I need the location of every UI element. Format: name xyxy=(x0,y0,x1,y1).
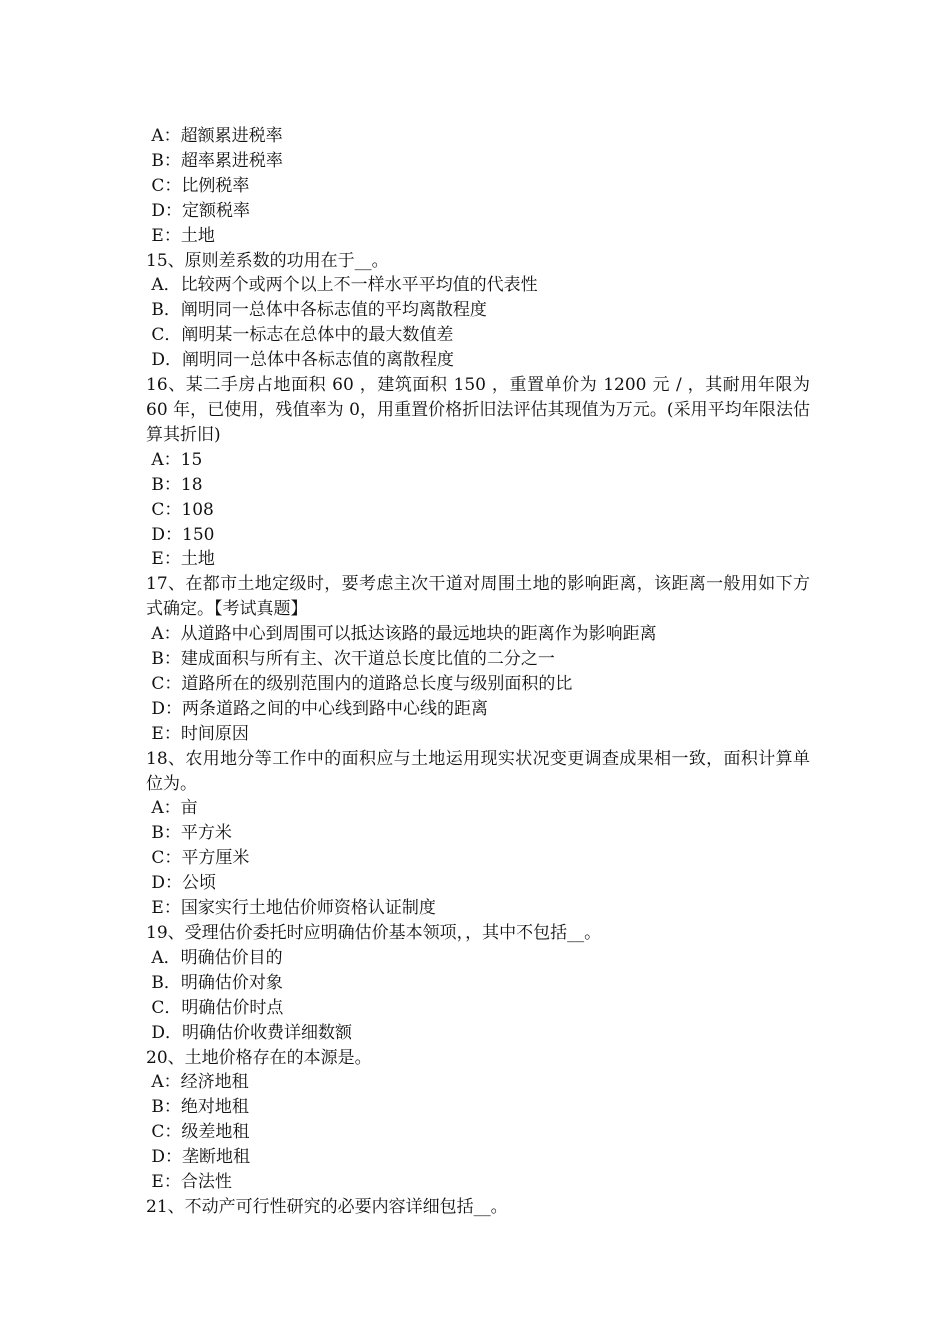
answer-option: D：两条道路之间的中心线到路中心线的距离 xyxy=(146,698,489,719)
answer-option: E：土地 xyxy=(146,549,215,570)
answer-option: C．明确估价时点 xyxy=(146,997,284,1018)
answer-option: A：从道路中心到周围可以抵达该路的最远地块的距离作为影响距离 xyxy=(146,624,657,645)
answer-option: B：建成面积与所有主、次干道总长度比值的二分之一 xyxy=(146,649,555,670)
answer-option: C：道路所在的级别范围内的道路总长度与级别面积的比 xyxy=(146,673,573,694)
question-text: 18、农用地分等工作中的面积应与土地运用现实状况变更调查成果相一致，面积计算单位为。 xyxy=(146,748,810,794)
answer-option: B：平方米 xyxy=(146,823,232,844)
answer-option: D．明确估价收费详细数额 xyxy=(146,1022,353,1043)
answer-option: A．比较两个或两个以上不一样水平平均值的代表性 xyxy=(146,275,538,296)
answer-option: A．明确估价目的 xyxy=(146,947,283,968)
answer-option: A：亩 xyxy=(146,798,198,819)
question-text: 16、某二手房占地面积 60 ，建筑面积 150 ，重置单价为 1200 元 / ，其耐用年限为 60 年，已使用，残值率为 0，用重置价格折旧法评估其现值为万元。(采用平均年限法估算其折旧) xyxy=(146,375,810,445)
question-text: 15、原则差系数的功用在于__。 xyxy=(146,250,389,271)
question-text: 21、不动产可行性研究的必要内容详细包括__。 xyxy=(146,1196,508,1217)
answer-option: D．阐明同一总体中各标志值的离散程度 xyxy=(146,350,455,371)
question-text: 19、受理估价委托时应明确估价基本领项，，其中不包括__。 xyxy=(146,923,602,943)
answer-option: C：108 xyxy=(146,499,214,520)
answer-option: E：土地 xyxy=(146,225,215,246)
answer-option: D：150 xyxy=(146,524,215,545)
answer-option: C：比例税率 xyxy=(146,175,250,196)
answer-option: D：垄断地租 xyxy=(146,1147,251,1168)
answer-option: D：定额税率 xyxy=(146,200,251,221)
answer-option: B：18 xyxy=(146,474,203,495)
question-text: 20、土地价格存在的本源是。 xyxy=(146,1047,372,1068)
document-body xyxy=(146,124,810,1220)
question-text: 17、在都市土地定级时，要考虑主次干道对周围土地的影响距离，该距离一般用如下方式确定。【考试真题】 xyxy=(146,574,810,620)
answer-option: A：15 xyxy=(146,449,203,470)
answer-option: A：经济地租 xyxy=(146,1072,249,1093)
answer-option: C：平方厘米 xyxy=(146,848,250,869)
answer-option: E：国家实行土地估价师资格认证制度 xyxy=(146,898,436,919)
answer-option: B．明确估价对象 xyxy=(146,972,283,993)
answer-option: E：合法性 xyxy=(146,1172,232,1193)
answer-option: A：超额累进税率 xyxy=(146,126,283,146)
answer-option: E：时间原因 xyxy=(146,723,249,744)
answer-option: B：绝对地租 xyxy=(146,1097,249,1118)
answer-option: C．阐明某一标志在总体中的最大数值差 xyxy=(146,325,454,346)
answer-option: C：级差地租 xyxy=(146,1122,250,1143)
answer-option: D：公顷 xyxy=(146,873,217,894)
answer-option: B：超率累进税率 xyxy=(146,150,283,171)
answer-option: B．阐明同一总体中各标志值的平均离散程度 xyxy=(146,300,487,321)
